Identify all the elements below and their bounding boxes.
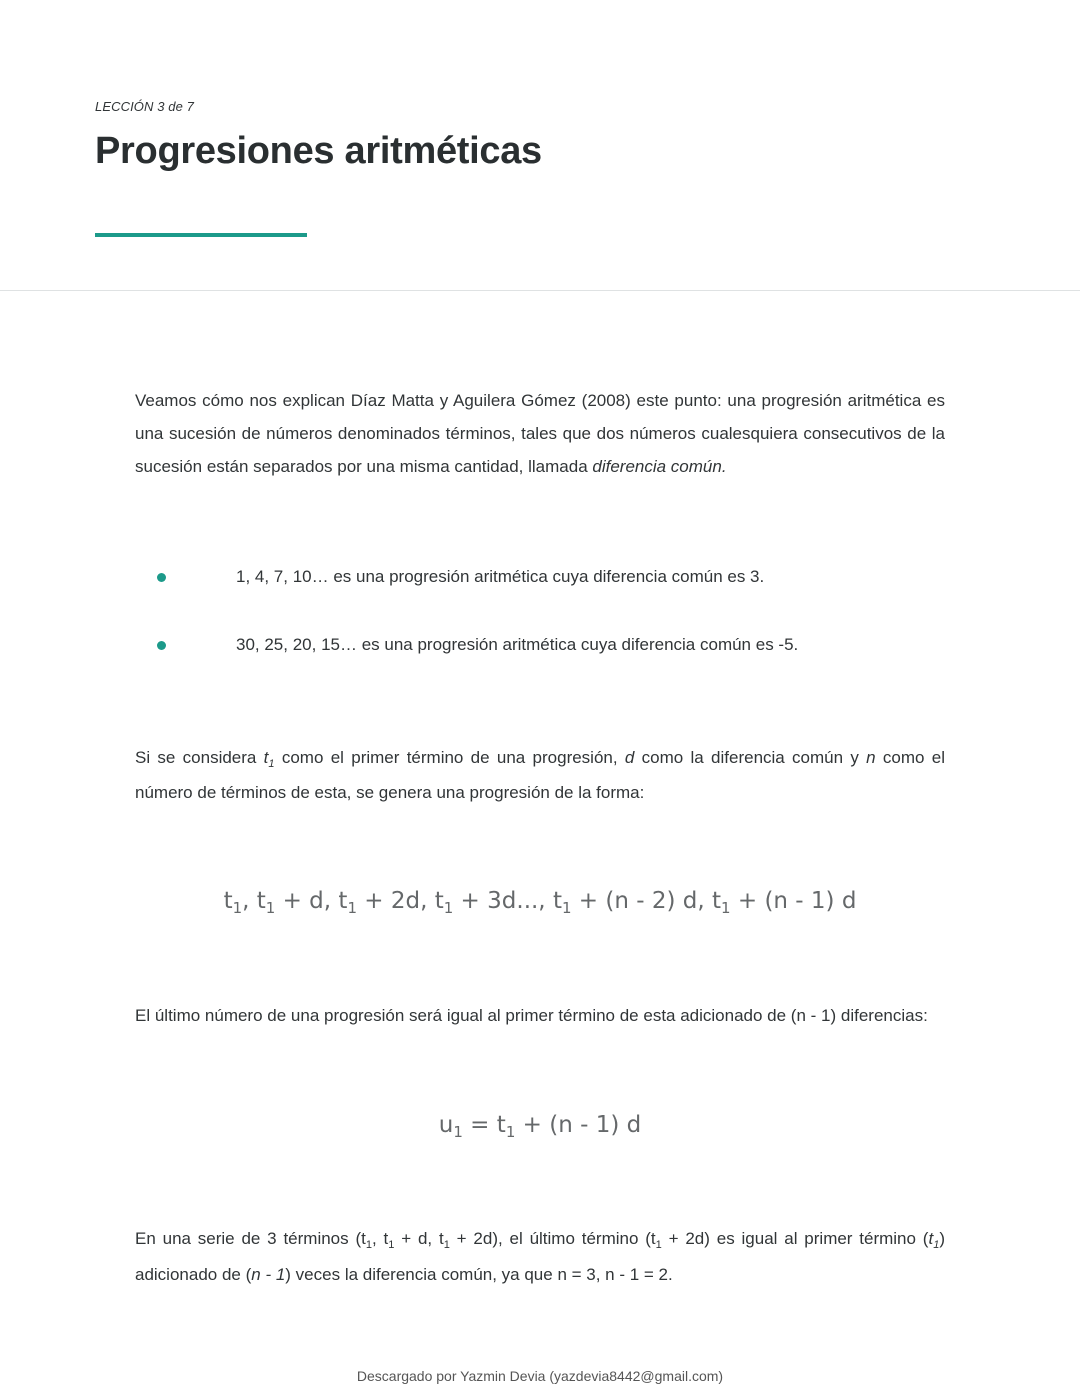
text-run: como la diferencia común y: [634, 748, 867, 767]
text-run: + 2d) es igual al primer término (: [661, 1229, 929, 1248]
subscript: 1: [232, 899, 243, 918]
formula-part: + 2d,: [356, 888, 435, 914]
formula-t: t: [223, 888, 233, 914]
var-n: n: [866, 748, 876, 767]
text-run: Si se considera: [135, 748, 264, 767]
formula-t: t: [712, 888, 722, 914]
download-footer: Descargado por Yazmin Devia (yazdevia8442@gmail.com): [356, 1368, 724, 1384]
text-run: ) adicionado de (: [135, 1229, 946, 1284]
lesson-label: LECCIÓN 3 de 7: [95, 99, 194, 114]
formula-part: ,: [242, 888, 257, 914]
subscript: 1: [721, 899, 731, 918]
last-term-formula: [0, 1112, 1080, 1142]
subscript: 1: [561, 899, 572, 918]
subscript: 1: [505, 1123, 516, 1142]
formula-part: + (n - 1) d: [730, 888, 857, 914]
formula-part: + d,: [275, 888, 339, 914]
text-run: ) veces la diferencia común, ya que n = 3, n - 1 = 2.: [285, 1265, 673, 1284]
text-run: como el primer término de una progresión,: [274, 748, 625, 767]
definition-paragraph: [135, 740, 945, 810]
formula-u: u: [438, 1112, 454, 1138]
title-accent-rule: [95, 233, 307, 237]
bullet-dot-icon: [157, 641, 166, 650]
subscript: 1: [388, 1238, 395, 1251]
formula-t: t: [496, 1112, 506, 1138]
subscript: 1: [443, 1238, 450, 1251]
text-run: En una serie de 3 términos (t: [135, 1229, 366, 1248]
page-title: Progresiones aritméticas: [95, 130, 542, 172]
subscript: 1: [268, 757, 275, 770]
subscript: 1: [265, 899, 276, 918]
subscript: 1: [453, 1123, 463, 1142]
var-d: d: [624, 748, 635, 767]
formula-t: t: [256, 888, 266, 914]
formula-part: =: [462, 1112, 497, 1138]
bullet-dot-icon: [157, 573, 166, 582]
header-divider: [0, 290, 1080, 291]
progression-formula: [0, 888, 1080, 918]
examples-list: [135, 560, 945, 696]
text-run: + d, t: [394, 1229, 444, 1248]
var-t: t: [263, 748, 269, 767]
list-item: [135, 560, 945, 628]
formula-t: t: [434, 888, 444, 914]
formula-part: + (n - 1) d: [515, 1112, 642, 1138]
list-item-text: 1, 4, 7, 10… es una progresión aritmética cuya diferencia común es 3.: [236, 567, 765, 586]
formula-t: t: [338, 888, 348, 914]
list-item-text: 30, 25, 20, 15… es una progresión aritmética cuya diferencia común es -5.: [236, 635, 799, 654]
subscript: 1: [443, 899, 454, 918]
intro-text: Veamos cómo nos explican Díaz Matta y Aguilera Gómez (2008) este punto: una progresión aritmética es una sucesión de números denominados términos, tales que dos números cualesquiera consecutivos de la sucesión están separados por una misma cantidad, llamada: [135, 391, 945, 476]
term-diferencia-comun: diferencia común.: [592, 457, 727, 476]
subscript: 1: [655, 1238, 662, 1251]
var-n-minus-1: n - 1: [251, 1265, 286, 1284]
formula-t: t: [552, 888, 562, 914]
text-run: + 2d), el último término (t: [449, 1229, 656, 1248]
subscript: 1: [933, 1238, 940, 1251]
subscript: 1: [365, 1238, 372, 1251]
formula-part: + 3d...,: [453, 888, 553, 914]
formula-part: + (n - 2) d,: [571, 888, 712, 914]
intro-paragraph: [135, 384, 945, 483]
subscript: 1: [347, 899, 357, 918]
text-run: , t: [372, 1229, 389, 1248]
text-run: como el número de términos de esta, se genera una progresión de la forma:: [135, 748, 946, 802]
list-item: [135, 628, 945, 696]
last-term-paragraph: El último número de una progresión será igual al primer término de esta adicionado de (n - 1) diferencias:: [135, 1006, 928, 1025]
example-paragraph: [135, 1221, 945, 1293]
var-t: t: [928, 1229, 934, 1248]
